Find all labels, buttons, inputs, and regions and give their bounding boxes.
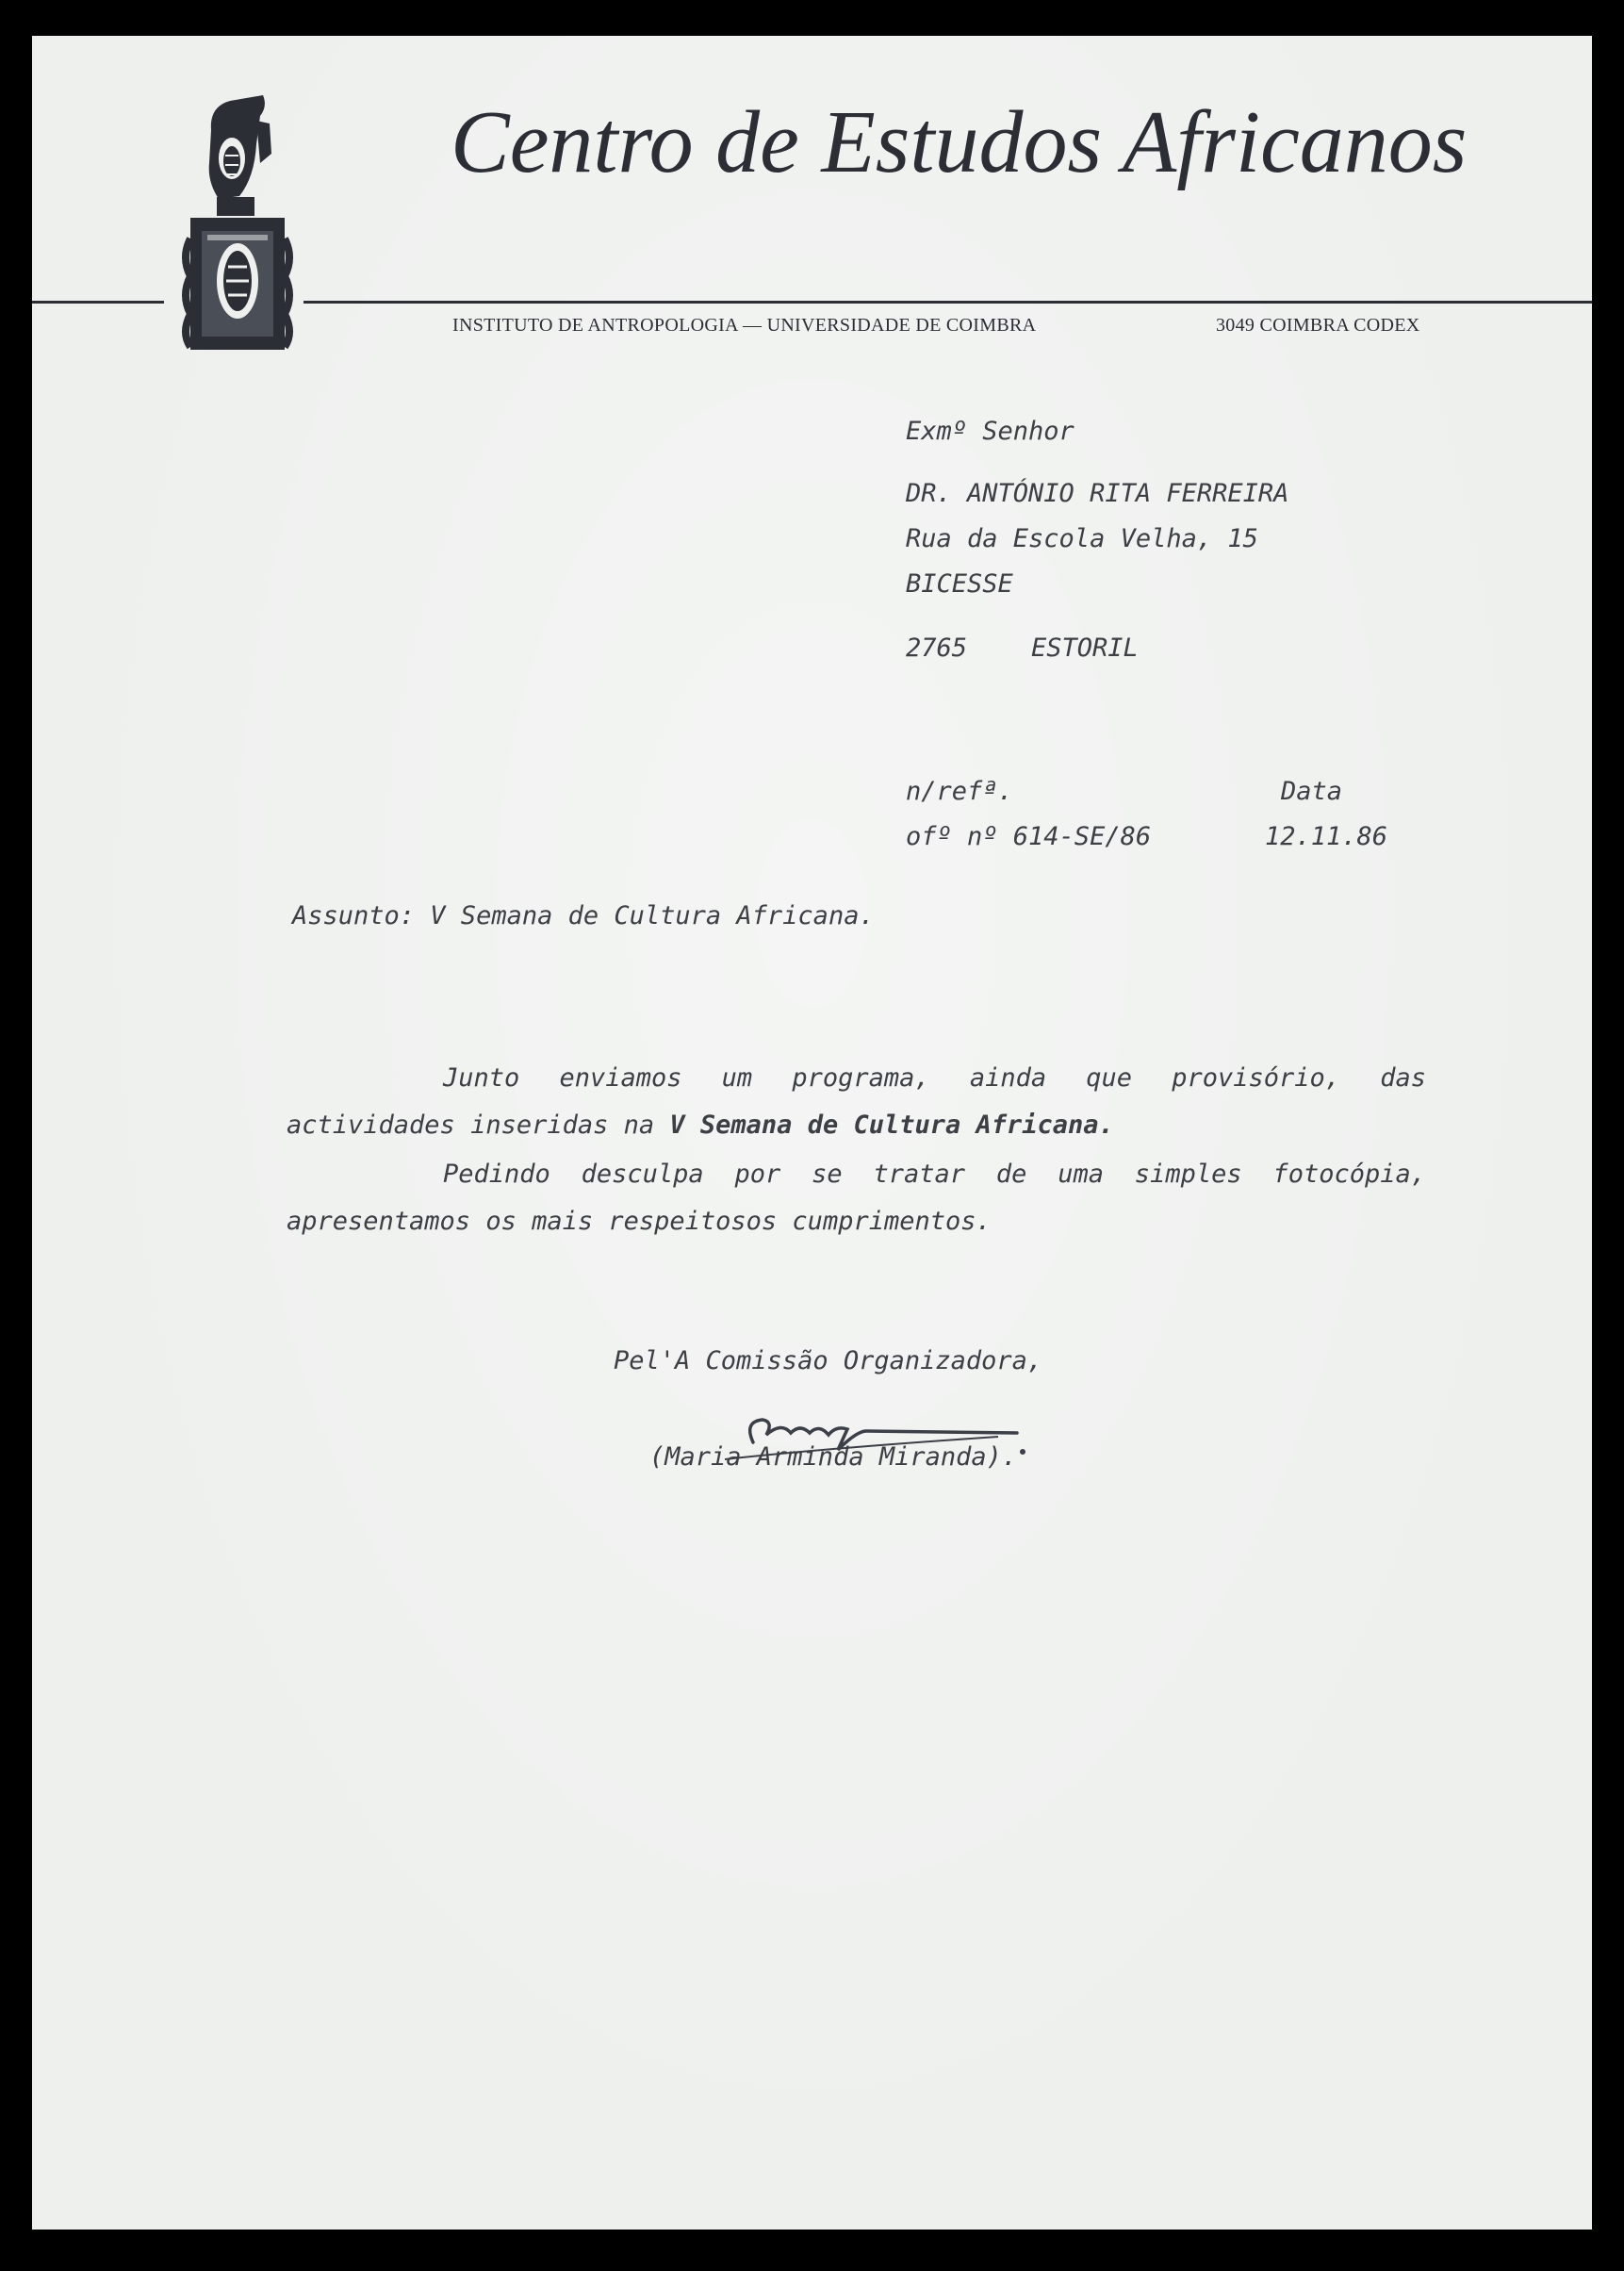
recipient-salutation: Exmº Senhor	[906, 417, 1074, 446]
body-line-2-text: actividades inseridas na	[287, 1111, 670, 1140]
body-line-2	[287, 1111, 1114, 1140]
header-rule-right	[303, 301, 1592, 304]
subject-line: Assunto: V Semana de Cultura Africana.	[292, 901, 875, 930]
reference-label: n/refª.	[906, 777, 1013, 806]
letter-paper	[32, 36, 1592, 2230]
body-line-3: Pedindo desculpa por se tratar de uma simples fotocópia,	[443, 1160, 1426, 1189]
signatory-name: (Maria Arminda Miranda).	[649, 1442, 1018, 1472]
date-label: Data	[1281, 777, 1343, 806]
header-rule-left	[32, 301, 164, 304]
event-name: V Semana de Cultura Africana.	[669, 1111, 1114, 1140]
institution-line: INSTITUTO DE ANTROPOLOGIA — UNIVERSIDADE DE COIMBRA	[452, 315, 1037, 336]
body-line-4: apresentamos os mais respeitosos cumprimentos.	[287, 1207, 992, 1236]
body-line-1: Junto enviamos um programa, ainda que provisório, das	[443, 1063, 1426, 1093]
closing-on-behalf: Pel'A Comissão Organizadora,	[614, 1346, 1043, 1375]
recipient-postcode: 2765	[906, 634, 968, 663]
recipient-city: ESTORIL	[1031, 634, 1139, 663]
recipient-name: DR. ANTÓNIO RITA FERREIRA	[906, 479, 1289, 508]
recipient-street: Rua da Escola Velha, 15	[906, 524, 1258, 553]
recipient-locality: BICESSE	[906, 569, 1013, 599]
letterhead-title: Centro de Estudos Africanos	[451, 93, 1468, 191]
date-value: 12.11.86	[1265, 822, 1388, 851]
reference-value: ofº nº 614-SE/86	[906, 822, 1152, 851]
african-carved-figure-icon	[173, 88, 296, 352]
institution-address: 3049 COIMBRA CODEX	[1216, 315, 1420, 336]
